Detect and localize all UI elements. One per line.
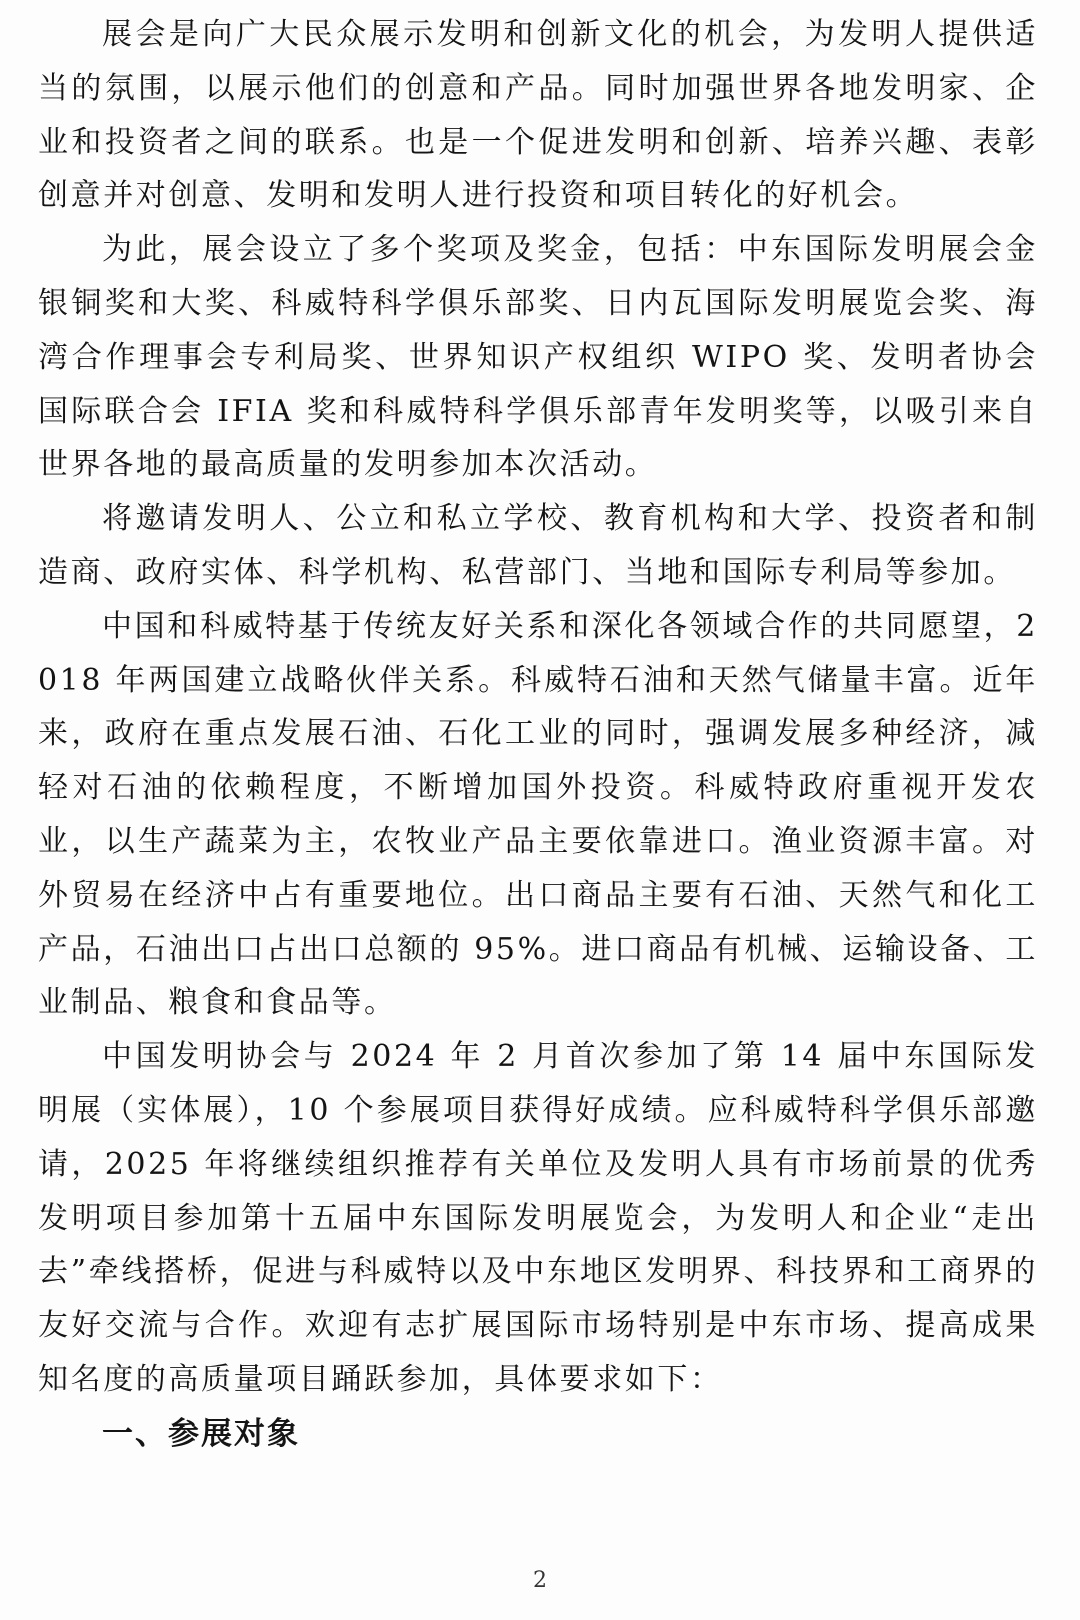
- section-heading-participants: 一、参展对象: [102, 1415, 300, 1452]
- paragraph-exhibition-purpose: 展会是向广大民众展示发明和创新文化的机会，为发明人提供适当的氛围，以展示他们的创意和产品。同时加强世界各地发明家、企业和投资者之间的联系。也是一个促进发明和创新、培养兴趣、表彰创意并对创意、发明和发明人进行投资和项目转化的好机会。: [38, 17, 1038, 214]
- document-body: [38, 8, 1038, 1461]
- page-number: 2: [533, 1568, 547, 1593]
- paragraph-china-kuwait-relations: 中国和科威特基于传统友好关系和深化各领域合作的共同愿望，2018 年两国建立战略伙伴关系。科威特石油和天然气储量丰富。近年来，政府在重点发展石油、石化工业的同时，强调发展多种经济，减轻对石油的依赖程度，不断增加国外投资。科威特政府重视开发农业，以生产蔬菜为主，农牧业产品主要依靠进口。渔业资源丰富。对外贸易在经济中占有重要地位。出口商品主要有石油、天然气和化工产品，石油出口占出口总额的 95%。进口商品有机械、运输设备、工业制品、粮食和食品等。: [38, 608, 1038, 1021]
- paragraph-participation-call: 中国发明协会与 2024 年 2 月首次参加了第 14 届中东国际发明展（实体展），10 个参展项目获得好成绩。应科威特科学俱乐部邀请，2025 年将继续组织推荐有关单位及发明人具有市场前景的优秀发明项目参加第十五届中东国际发明展览会，为发明人和企业“走出去”牵线搭桥，促进与科威特以及中东地区发明界、科技界和工商界的友好交流与合作。欢迎有志扩展国际市场特别是中东市场、提高成果知名度的高质量项目踊跃参加，具体要求如下：: [38, 1039, 1038, 1397]
- paragraph-awards: 为此，展会设立了多个奖项及奖金，包括：中东国际发明展会金银铜奖和大奖、科威特科学俱乐部奖、日内瓦国际发明展览会奖、海湾合作理事会专利局奖、世界知识产权组织 WIPO 奖、发明者协会国际联合会 IFIA 奖和科威特科学俱乐部青年发明奖等，以吸引来自世界各地的最高质量的发明参加本次活动。: [38, 232, 1038, 483]
- paragraph-invitees: 将邀请发明人、公立和私立学校、教育机构和大学、投资者和制造商、政府实体、科学机构、私营部门、当地和国际专利局等参加。: [38, 501, 1038, 590]
